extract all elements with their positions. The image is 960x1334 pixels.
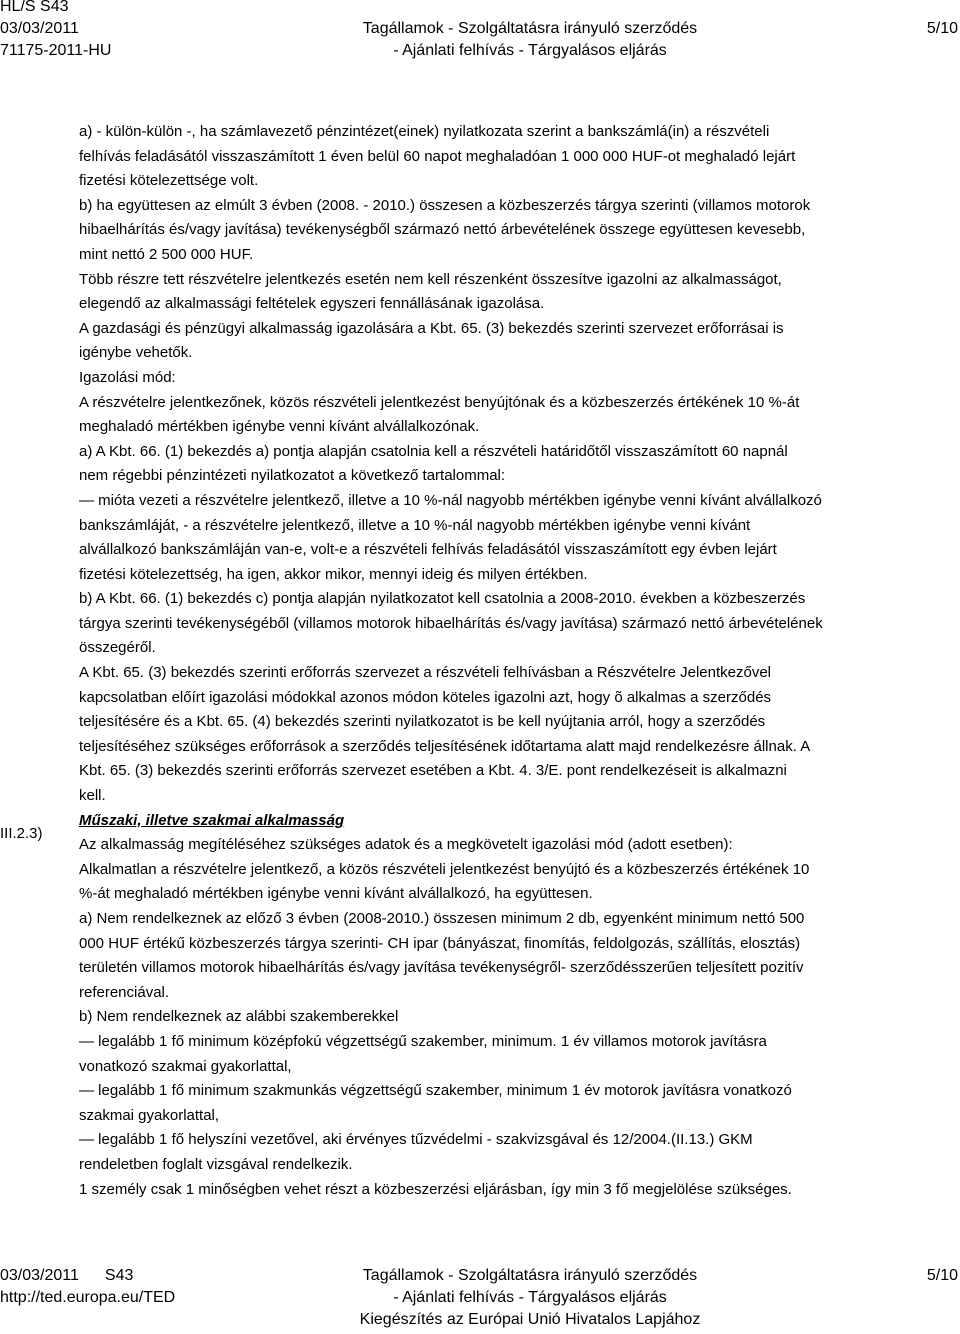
section-heading: Műszaki, illetve szakmai alkalmasság bbox=[79, 811, 345, 829]
body-line: szakmai gyakorlattal, bbox=[79, 1106, 220, 1124]
header-title-line2: - Ajánlati felhívás - Tárgyalásos eljárás bbox=[393, 42, 667, 59]
body-line: %-át meghaladó mértékben igénybe venni kívánt alvállalkozó, ha együttesen. bbox=[79, 885, 593, 903]
footer-left bbox=[0, 1265, 175, 1309]
body-line: hibaelhárítás és/vagy javítása) tevékenységből származó nettó árbevételének összege együttesen kevesebb, bbox=[79, 221, 806, 239]
footer-url[interactable]: http://ted.europa.eu/TED bbox=[0, 1289, 176, 1306]
notice-id: 71175-2011-HU bbox=[0, 42, 112, 59]
body-line: meghaladó mértékben igénybe venni kívánt alvállalkozónak. bbox=[79, 418, 480, 436]
body-line: vonatkozó szakmai gyakorlattal, bbox=[79, 1057, 292, 1075]
body-line: tárgya szerinti tevékenységéből (villamos motorok hibaelhárítás és/vagy javítása) származó nettó árbevételének bbox=[79, 614, 823, 632]
body-line: fizetési kötelezettsége volt. bbox=[79, 172, 259, 190]
body-line: Alkalmatlan a részvételre jelentkező, a közös részvételi jelentkezést benyújtó és a közbeszerzés értékének 10 bbox=[79, 860, 810, 878]
body-line: b) ha együttesen az elmúlt 3 évben (2008. - 2010.) összesen a közbeszerzés tárgya szerinti (villamos motorok bbox=[79, 196, 811, 214]
body-line: összegéről. bbox=[79, 639, 156, 657]
body-line: Az alkalmasság megítéléséhez szükséges adatok és a megkövetelt igazolási mód (adott esetben): bbox=[79, 836, 733, 854]
section-number: III.2.3) bbox=[0, 825, 43, 842]
body-line: a) Nem rendelkeznek az előző 3 évben (2008-2010.) összesen minimum 2 db, egyenként minimum nettó 500 bbox=[79, 910, 805, 927]
footer-title-line2: - Ajánlati felhívás - Tárgyalásos eljárás bbox=[393, 1289, 667, 1306]
body-line: területén villamos motorok hibaelhárítás és/vagy javítása tevékenységről- szerződésszerűen teljesített pozitív bbox=[79, 959, 804, 977]
body-line: Kbt. 65. (3) bekezdés szerinti erőforrás szervezet esetében a Kbt. 4. 3/E. pont rendelkezéseit is alkalmazni bbox=[79, 762, 787, 780]
body-line: kell. bbox=[79, 787, 106, 805]
body-line: kapcsolatban előírt igazolási módokkal azonos módon köteles igazolni azt, hogy õ alkalmas a szerződés bbox=[79, 688, 772, 706]
body-line: alvállalkozó bankszámláján van-e, volt-e a részvételi felhívás feladásától visszaszámított egy évben lejárt bbox=[79, 541, 777, 559]
body-line: nem régebbi pénzintézeti nyilatkozatot a következő tartalommal: bbox=[79, 467, 506, 485]
body-line: b) A Kbt. 66. (1) bekezdés c) pontja alapján nyilatkozatot kell csatolnia a 2008-2010. években a közbeszerzés bbox=[79, 590, 806, 608]
footer-date: 03/03/2011 bbox=[0, 1267, 79, 1284]
body-line: felhívás feladásától visszaszámított 1 éven belül 60 napot meghaladóan 1 000 000 HUF-ot meghaladó lejárt bbox=[79, 147, 796, 165]
body-line: 1 személy csak 1 minőségben vehet részt a közbeszerzési eljárásban, így min 3 fő megjelölése szükséges. bbox=[79, 1180, 792, 1198]
body-line: elegendő az alkalmassági feltételek egyszeri fennállásának igazolása. bbox=[79, 295, 545, 313]
body-line: teljesítésére és a Kbt. 65. (4) bekezdés szerinti nyilatkozatot is be kell nyújtania arról, hogy a szerződés bbox=[79, 713, 766, 731]
body-line: — legalább 1 fő helyszíni vezetővel, aki érvényes tűzvédelmi - szakvizsgával és 12/2004.(II.13.) GKM bbox=[79, 1131, 753, 1149]
header-page-number: 5/10 bbox=[926, 20, 958, 37]
footer-title-line1: Tagállamok - Szolgáltatásra irányuló szerződés bbox=[362, 1267, 698, 1284]
body-line: igénybe vehetők. bbox=[79, 344, 193, 362]
footer-title-line3: Kiegészítés az Európai Unió Hivatalos Lapjához bbox=[359, 1311, 701, 1328]
body-line: rendeletben foglalt vizsgával rendelkezik. bbox=[79, 1155, 353, 1173]
footer-series: S43 bbox=[104, 1267, 134, 1284]
body-line: bankszámláját, - a részvételre jelentkező, illetve a 10 %-nál nagyobb mértékben igénybe venni kívánt bbox=[79, 516, 751, 534]
body-line: — legalább 1 fő minimum szakmunkás végzettségű szakember, minimum 1 év motorok javításra vonatkozó bbox=[79, 1082, 792, 1100]
body-line: Igazolási mód: bbox=[79, 368, 176, 386]
footer-title bbox=[320, 1265, 740, 1331]
body-line: referenciával. bbox=[79, 983, 170, 1001]
body-line: a) - külön-külön -, ha számlavezető pénzintézet(einek) nyilatkozata szerint a bankszámlá(in) a részvételi bbox=[79, 123, 770, 140]
doc-code: HL/S S43 bbox=[0, 0, 69, 15]
body-line: — mióta vezeti a részvételre jelentkező, illetve a 10 %-nál nagyobb mértékben igénybe venni kívánt alvállalkozó bbox=[79, 491, 822, 509]
body-line: A részvételre jelentkezőnek, közös részvételi jelentkezést benyújtónak és a közbeszerzés értékének 10 %-át bbox=[79, 393, 800, 411]
document-body bbox=[79, 120, 951, 1202]
body-line: A Kbt. 65. (3) bekezdés szerinti erőforrás szervezet a részvételi felhívásban a Részvételre Jelentkezővel bbox=[79, 664, 771, 682]
header-title bbox=[320, 18, 740, 62]
body-line: fizetési kötelezettség, ha igen, akkor mikor, mennyi ideig és milyen értékben. bbox=[79, 565, 588, 583]
body-line: a) A Kbt. 66. (1) bekezdés a) pontja alapján csatolnia kell a részvételi határidőtől visszaszámított 60 napnál bbox=[79, 442, 788, 460]
body-line: A gazdasági és pénzügyi alkalmasság igazolására a Kbt. 65. (3) bekezdés szerinti szervezet erőforrásai is bbox=[79, 319, 784, 337]
body-line: mint nettó 2 500 000 HUF. bbox=[79, 245, 254, 263]
body-line: 000 HUF értékű közbeszerzés tárgya szerinti- CH ipar (bányászat, finomítás, feldolgozás, szállítás, elosztás) bbox=[79, 934, 801, 952]
header-left bbox=[0, 0, 111, 62]
body-line: — legalább 1 fő minimum középfokú végzettségű szakember, minimum. 1 év villamos motorok javításra bbox=[79, 1032, 767, 1050]
footer-page-number: 5/10 bbox=[926, 1267, 958, 1284]
body-line: teljesítéséhez szükséges erőforrások a szerződés teljesítésének időtartama alatt majd rendelkezésre állnak. A bbox=[79, 737, 811, 755]
body-line: b) Nem rendelkeznek az alábbi szakemberekkel bbox=[79, 1008, 399, 1026]
header-date: 03/03/2011 bbox=[0, 20, 79, 37]
body-line: Több részre tett részvételre jelentkezés esetén nem kell részenként összesítve igazolni az alkalmasságot, bbox=[79, 270, 782, 288]
header-title-line1: Tagállamok - Szolgáltatásra irányuló szerződés bbox=[362, 20, 698, 37]
